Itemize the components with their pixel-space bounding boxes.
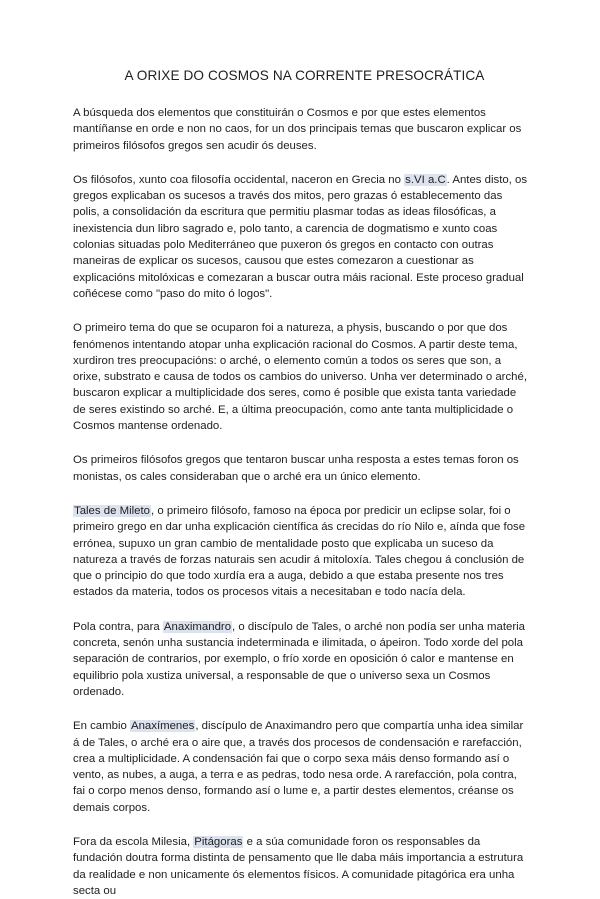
paragraph-origin-text-b: . Antes disto, os gregos explicaban os sucesos a través dos mitos, pero grazas ó establecemento das polis, a consolidación da escritura que permitiu plasmar todas as ideas filosóficas, a inexistencia dun libro sagrado e, polo tanto, a carencia de dogmatismo e xunto coas colonias situadas polo Mediterráneo que puxeron ós gregos en contacto con outras maneiras de explicar os sucesos, causou que estes comezaron a cuestionar as explicacións mitolóxicas e comezaran a buscar outra máis racional. Este proceso gradual coñécese como "paso do mito ó logos". <box>73 173 528 300</box>
paragraph-anaximenes-text-a: En cambio <box>73 720 130 733</box>
paragraph-pitagoras-text-a: Fora da escola Milesia, <box>73 835 194 848</box>
paragraph-tales <box>73 503 530 601</box>
paragraph-monists: Os primeiros filósofos gregos que tentaron buscar unha resposta a estes temas foron os monistas, os cales consideraban que o arché era un único elemento. <box>73 454 519 483</box>
paragraph-pitagoras <box>73 834 530 899</box>
document-title: A ORIXE DO COSMOS NA CORRENTE PRESOCRÁTICA <box>124 68 485 83</box>
highlight-tales: Tales de Mileto <box>74 504 150 517</box>
highlight-anaximandro: Anaximandro <box>163 620 232 633</box>
paragraph-pitagoras-text-b: e a súa comunidade foron os responsables da fundación doutra forma distinta de pensamento que lle daba máis importancia a estrutura da realidade e non unicamente ós elementos físicos. A comunidade pitagórica era unha secta ou <box>73 835 524 897</box>
highlight-century: s.VI a.C <box>405 173 446 186</box>
paragraph-tales-text: , o primeiro filósofo, famoso na época por predicir un eclipse solar, foi o primeiro grego en dar unha explicación científica ás crecidas do río Nilo e, aínda que fose errónea, supuxo un gran cambio de mentalidade posto que explicaba un suceso da natureza a través de forzas naturais sen acudir á mitoloxía. Tales chegou á conclusión de que o principio do que todo xurdía era a auga, debido a que estaba presente nos tres estados da materia, todos os procesos vitais a necesitaban e todo nacía dela. <box>73 504 526 599</box>
paragraph-anaximandro-text-b: , o discípulo de Tales, o arché non podía ser unha materia concreta, senón unha sustancia indeterminada e ilimitada, o ápeiron. Todo xorde del pola separación de contrarios, por exemplo, o frío xorde en oposición ó calor e mantense en equilibrio pola xustiza universal, a responsable de que o universo sexa un Cosmos ordenado. <box>73 620 526 698</box>
paragraph-origin-text-a: Os filósofos, xunto coa filosofía occidental, naceron en Grecia no <box>73 173 405 186</box>
paragraph-anaximandro <box>73 619 530 700</box>
paragraph-origin <box>73 172 530 302</box>
paragraph-physis: O primeiro tema do que se ocuparon foi a natureza, a physis, buscando o por que dos fenómenos intentando atopar unha explicación racional do Cosmos. A partir deste tema, xurdiron tres preocupacións: o arché, o elemento común a todos os seres que son, a orixe, substrato e causa de todos os cambios do universo. Unha ver determinado o arché, buscaron explicar a multiplicidade dos seres, como é posible que exista tanta variedade de seres existindo so arché. E, a última preocupación, como ante tanta multiplicidade o Cosmos mantense ordenado. <box>73 322 527 433</box>
paragraph-anaximandro-text-a: Pola contra, para <box>73 620 163 633</box>
highlight-anaximenes: Anaxímenes <box>130 720 195 733</box>
paragraph-anaximenes-text-b: , discípulo de Anaximandro pero que compartía unha idea similar á de Tales, o arché era o aire que, a través dos procesos de condensación e rarefacción, crea a multiplicidade. A condensación fai que o corpo sexa máis denso formando así o vento, as nubes, a auga, a terra e as pedras, todo nesa orde. A rarefacción, pola contra, fai o corpo menos denso, formando así o lume e, a partir destes elementos, créanse os demais corpos. <box>73 720 524 814</box>
paragraph-intro: A búsqueda dos elementos que constituirán o Cosmos e por que estes elementos mantíñanse en orde e non no caos, for un dos principais temas que buscaron explicar os primeiros filósofos gregos sen acudir ós deuses. <box>73 107 522 152</box>
highlight-pitagoras: Pitágoras <box>194 835 243 848</box>
paragraph-anaximenes <box>73 718 530 816</box>
